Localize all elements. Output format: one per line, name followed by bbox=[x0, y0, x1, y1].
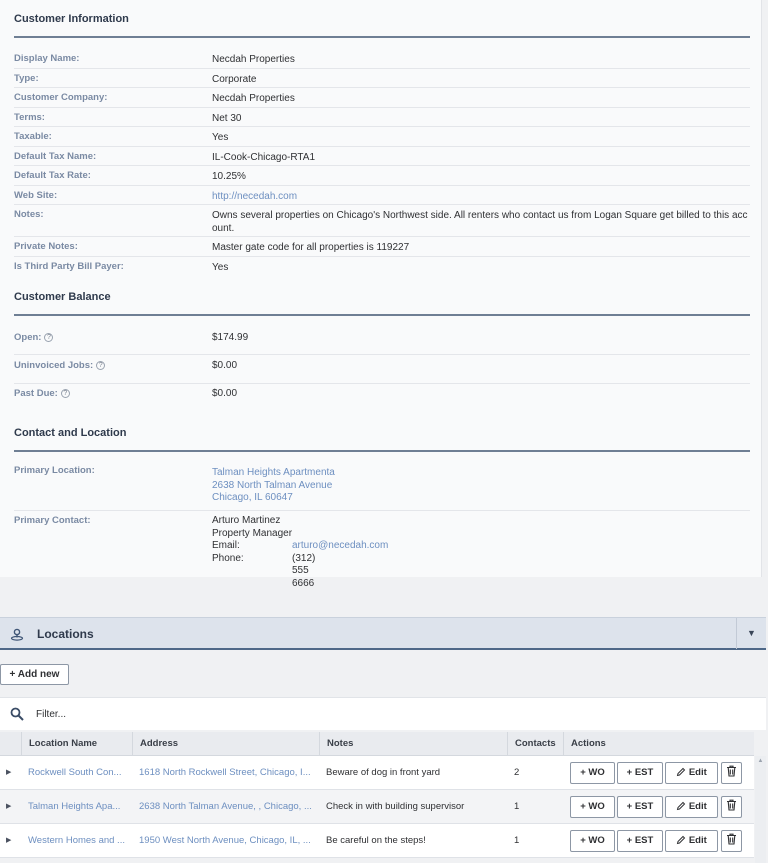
section-divider bbox=[14, 450, 750, 452]
locations-title: Locations bbox=[37, 627, 94, 641]
edit-label: Edit bbox=[688, 767, 707, 778]
field-label: Taxable: bbox=[14, 131, 52, 142]
balance-label: Open: ? bbox=[14, 332, 53, 343]
field-web-site bbox=[14, 186, 750, 205]
location-line: Talman Heights Apartmenta bbox=[212, 467, 335, 478]
help-icon[interactable]: ? bbox=[96, 361, 105, 370]
balance-label: Past Due: ? bbox=[14, 388, 70, 399]
contact-title: Property Manager bbox=[212, 527, 293, 539]
email-link[interactable]: arturo@necedah.com bbox=[292, 540, 389, 551]
contact-name: Arturo Martinez bbox=[212, 515, 281, 526]
column-header-actions: Actions bbox=[563, 732, 754, 756]
table-row[interactable] bbox=[0, 756, 754, 790]
filter-bar bbox=[0, 697, 766, 730]
balance-value: $0.00 bbox=[212, 360, 238, 371]
delete-button[interactable] bbox=[721, 762, 742, 784]
primary-location-row bbox=[14, 461, 750, 511]
primary-location-link[interactable] bbox=[212, 467, 335, 505]
field-taxable bbox=[14, 127, 750, 147]
search-icon bbox=[10, 707, 24, 721]
pencil-icon bbox=[676, 801, 686, 811]
section-divider bbox=[14, 36, 750, 38]
location-pin-icon bbox=[10, 627, 24, 641]
table-row[interactable] bbox=[0, 790, 754, 824]
location-name-link[interactable]: Rockwell South Con... bbox=[28, 767, 122, 778]
add-work-order-button[interactable]: + WO bbox=[570, 830, 615, 852]
location-contacts-count: 1 bbox=[514, 835, 520, 846]
edit-button[interactable] bbox=[665, 762, 718, 784]
location-address-link[interactable]: 2638 North Talman Avenue, , Chicago, ... bbox=[139, 801, 312, 812]
grid-scrollbar[interactable] bbox=[755, 756, 766, 863]
pencil-icon bbox=[676, 767, 686, 777]
location-notes: Be careful on the steps! bbox=[326, 835, 426, 846]
contact-phone-line bbox=[212, 552, 316, 589]
expand-arrow-icon[interactable]: ▶ bbox=[6, 803, 12, 810]
add-estimate-button[interactable]: + EST bbox=[617, 796, 663, 818]
edit-button[interactable] bbox=[665, 830, 718, 852]
field-type bbox=[14, 69, 750, 88]
field-value: Necdah Properties bbox=[212, 93, 295, 104]
field-value: IL-Cook-Chicago-RTA1 bbox=[212, 152, 316, 163]
table-row[interactable] bbox=[0, 824, 754, 858]
scroll-up-arrow-icon[interactable]: ▲ bbox=[757, 758, 764, 764]
balance-uninvoiced-jobs bbox=[14, 355, 750, 384]
add-estimate-button[interactable]: + EST bbox=[617, 830, 663, 852]
chevron-down-icon[interactable]: ▼ bbox=[736, 618, 766, 649]
edit-button[interactable] bbox=[665, 796, 718, 818]
customer-balance-heading: Customer Balance bbox=[14, 291, 111, 303]
field-value: Net 30 bbox=[212, 113, 242, 124]
field-value: Owns several properties on Chicago's Northwest side. All renters who contact us from Logan Square get billed to this account. bbox=[212, 210, 748, 234]
field-terms bbox=[14, 108, 750, 127]
balance-label: Uninvoiced Jobs: ? bbox=[14, 360, 105, 371]
balance-value: $174.99 bbox=[212, 332, 249, 343]
column-header-notes[interactable]: Notes bbox=[319, 732, 507, 756]
field-label: Type: bbox=[14, 73, 39, 84]
website-link[interactable]: http://necedah.com bbox=[212, 191, 298, 202]
location-name-link[interactable]: Western Homes and ... bbox=[28, 835, 125, 846]
field-label: Display Name: bbox=[14, 53, 80, 64]
expand-arrow-icon[interactable]: ▶ bbox=[6, 769, 12, 776]
add-work-order-button[interactable]: + WO bbox=[570, 796, 615, 818]
column-header-address[interactable]: Address bbox=[132, 732, 319, 756]
location-notes: Beware of dog in front yard bbox=[326, 767, 441, 778]
field-label: Primary Contact: bbox=[14, 515, 91, 526]
customer-information-heading: Customer Information bbox=[14, 13, 129, 25]
edit-label: Edit bbox=[688, 801, 707, 812]
field-value: 10.25% bbox=[212, 171, 246, 182]
column-header-location-name[interactable]: Location Name bbox=[21, 732, 132, 756]
add-work-order-button[interactable]: + WO bbox=[570, 762, 615, 784]
field-private-notes bbox=[14, 237, 750, 257]
field-label: Default Tax Rate: bbox=[14, 170, 91, 181]
contact-email-line bbox=[212, 540, 389, 553]
add-estimate-button[interactable]: + EST bbox=[617, 762, 663, 784]
field-label: Terms: bbox=[14, 112, 45, 123]
section-divider bbox=[14, 314, 750, 316]
location-name-link[interactable]: Talman Heights Apa... bbox=[28, 801, 121, 812]
email-label: Email: bbox=[212, 540, 240, 551]
field-customer-company bbox=[14, 88, 750, 108]
column-header-contacts[interactable]: Contacts bbox=[507, 732, 563, 756]
contact-location-heading: Contact and Location bbox=[14, 427, 127, 439]
field-value: Corporate bbox=[212, 74, 257, 85]
field-label: Primary Location: bbox=[14, 465, 95, 476]
field-label: Web Site: bbox=[14, 190, 58, 201]
field-default-tax-rate bbox=[14, 166, 750, 186]
delete-button[interactable] bbox=[721, 796, 742, 818]
add-new-location-button[interactable]: + Add new bbox=[0, 664, 69, 685]
pencil-icon bbox=[676, 835, 686, 845]
field-display-name bbox=[14, 49, 750, 69]
location-line: Chicago, IL 60647 bbox=[212, 492, 293, 503]
locations-grid-header bbox=[0, 732, 754, 756]
trash-icon bbox=[726, 799, 737, 811]
primary-contact-block bbox=[212, 515, 389, 589]
balance-open bbox=[14, 322, 750, 355]
field-value: Yes bbox=[212, 132, 229, 143]
balance-value: $0.00 bbox=[212, 388, 238, 399]
field-label: Customer Company: bbox=[14, 92, 108, 103]
trash-icon bbox=[726, 833, 737, 845]
locations-header bbox=[0, 617, 766, 650]
field-label: Notes: bbox=[14, 209, 44, 220]
balance-past-due bbox=[14, 384, 750, 404]
help-icon[interactable]: ? bbox=[44, 333, 53, 342]
field-label: Is Third Party Bill Payer: bbox=[14, 261, 124, 272]
field-value: Necdah Properties bbox=[212, 54, 295, 65]
phone-value: (312) 555 6666 bbox=[292, 552, 316, 589]
location-contacts-count: 1 bbox=[514, 801, 520, 812]
location-notes: Check in with building supervisor bbox=[326, 801, 465, 812]
expand-arrow-icon[interactable]: ▶ bbox=[6, 837, 12, 844]
edit-label: Edit bbox=[688, 835, 707, 846]
trash-icon bbox=[726, 765, 737, 777]
field-value: Master gate code for all properties is 119227 bbox=[212, 242, 410, 253]
field-default-tax-name bbox=[14, 147, 750, 166]
location-address-link[interactable]: 1950 West North Avenue, Chicago, IL, ... bbox=[139, 835, 311, 846]
location-address-link[interactable]: 1618 North Rockwell Street, Chicago, I... bbox=[139, 767, 311, 778]
location-contacts-count: 2 bbox=[514, 767, 520, 778]
phone-label: Phone: bbox=[212, 552, 244, 564]
field-label: Default Tax Name: bbox=[14, 151, 97, 162]
filter-input[interactable] bbox=[36, 706, 436, 722]
field-notes bbox=[14, 205, 750, 237]
field-label: Private Notes: bbox=[14, 241, 78, 252]
primary-contact-row bbox=[14, 511, 750, 589]
location-line: 2638 North Talman Avenue bbox=[212, 479, 333, 491]
field-third-party-bill-payer bbox=[14, 257, 750, 277]
help-icon[interactable]: ? bbox=[61, 389, 70, 398]
delete-button[interactable] bbox=[721, 830, 742, 852]
field-value: Yes bbox=[212, 262, 229, 273]
